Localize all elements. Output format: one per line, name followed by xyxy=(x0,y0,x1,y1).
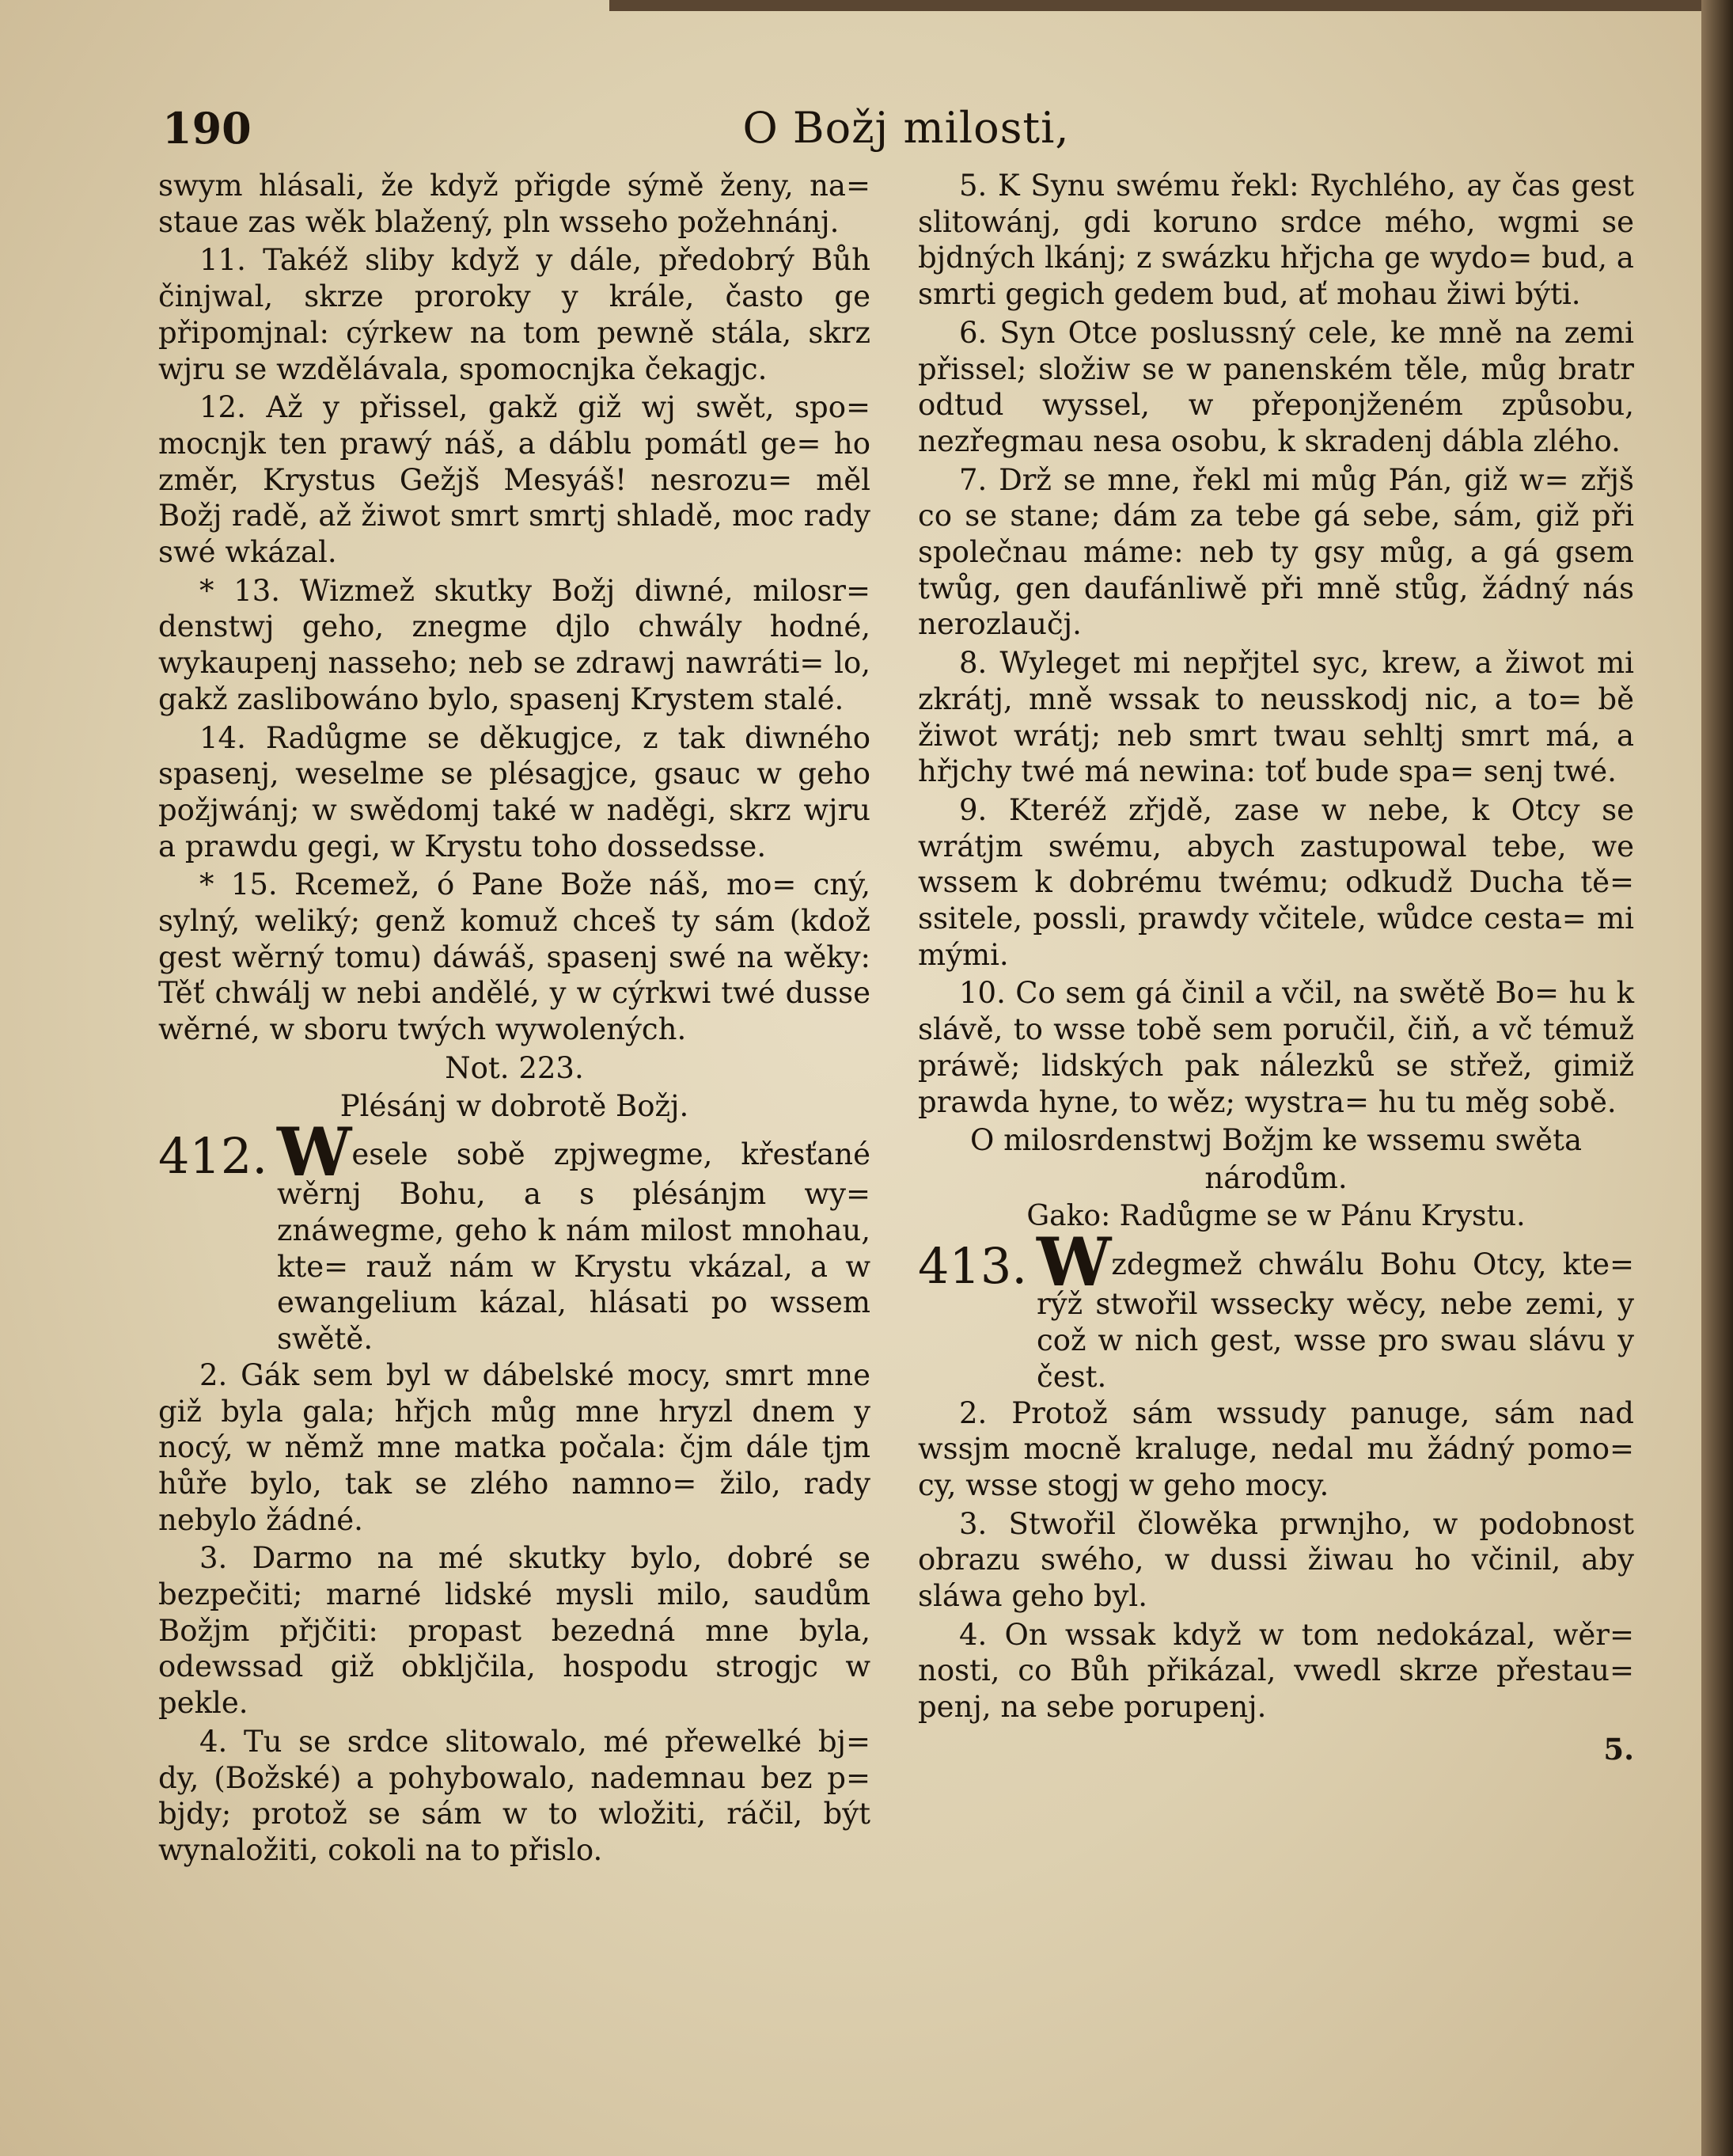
hymn-first-verse-text: zdegmež chwálu Bohu Otcy, kte= rýž stwořil wssecky wěcy, nebe zemi, y což w nich gest, wsse pro swau slávu y čest. xyxy=(1037,1247,1634,1394)
page-number: 190 xyxy=(162,103,252,154)
drop-cap: W xyxy=(1037,1223,1112,1302)
verse: 8. Wyleget mi nepřjtel syc, krew, a žiwot mi zkrátj, mně wssak to neusskodj nic, a to= bě žiwot wrátj; neb smrt twau sehltj smrt má, a hřjchy twé má newina: toť bude spa= senj twé. xyxy=(918,646,1634,789)
verse: swym hlásali, že když přigde sýmě ženy, na= staue zas wěk blažený, pln wsseho požehnánj. xyxy=(158,169,870,239)
verse: 5. K Synu swému řekl: Rychlého, ay čas gest slitowánj, gdi koruno srdce mého, wgmi se bjdných lkánj; z swázku hřjcha ge wydo= bud, a smrti gegich gedem bud, ať mohau žiwi býti. xyxy=(918,169,1634,312)
hymn-first-verse-text: esele sobě zpjwegme, křesťané wěrnj Bohu, a s plésánjm wy= znáwegme, geho k nám milost mnohau, kte= rauž nám w Krystu vkázal, a w ewangelium kázal, hlásati po wssem swětě. xyxy=(277,1137,870,1357)
right-column xyxy=(918,168,1634,1768)
hymn-number: 412. xyxy=(158,1127,268,1186)
top-edge-shadow xyxy=(609,0,1701,11)
verse: 4. Tu se srdce slitowalo, mé přewelké bj= dy, (Božské) a pohybowalo, nademnau bez p= bjdy; protož se sám w to wložiti, ráčil, být wynaložiti, cokoli na to přislo. xyxy=(158,1724,870,1867)
verse: 12. Až y přissel, gakž giž wj swět, spo= mocnjk ten prawý náš, a dáblu pomátl ge= ho změr, Krystus Gežjš Mesyáš! nesrozu= měl Božj radě, až žiwot smrt smrtj shladě, moc rady swé wkázal. xyxy=(158,390,870,570)
running-title: O Božj milosti, xyxy=(742,103,1070,153)
hymn-title-line-2: národům. xyxy=(1204,1160,1348,1195)
catchword: 5. xyxy=(1603,1731,1634,1767)
verse: 10. Co sem gá činil a včil, na swětě Bo= hu k slávě, to wsse tobě sem poručil, čiň, a vč témuž práwě; lidských pak nálezků se střež, gimiž prawda hyne, to wěz; wystra= hu tu měg sobě. xyxy=(918,976,1634,1119)
page-header xyxy=(162,103,1650,166)
hymn-number: 413. xyxy=(918,1237,1028,1296)
verse: 7. Drž se mne, řekl mi můg Pán, giž w= zřjš co se stane; dám za tebe gá sebe, sám, giž při společnau máme: neb ty gsy můg, a gá gsem twůg, gen daufánliwě při mně stůg, žádný nás nerozlaučj. xyxy=(918,462,1634,642)
verse: 2. Protož sám wssudy panuge, sám nad wssjm mocně kraluge, nedal mu žádný pomo= cy, wsse stogj w geho mocy. xyxy=(918,1395,1634,1502)
verse: 3. Stwořil člowěka prwnjho, w podobnost obrazu swého, w dussi žiwau ho včinil, aby sláwa geho byl. xyxy=(918,1506,1634,1614)
verse: 6. Syn Otce poslussný cele, ke mně na zemi přissel; složiw se w panenském těle, můg bratr odtud wyssel, w přeponjženém způsobu, nezřegmau nesa osobu, k skradenj dábla zlého. xyxy=(918,315,1634,458)
verse: 9. Kteréž zřjdě, zase w nebe, k Otcy se wrátjm swému, abych zastupowal tebe, we wssem k dobrému twému; odkudž Ducha tě= ssitele, possli, prawdy včitele, wůdce cesta= mi mými. xyxy=(918,792,1634,972)
hymn-412 xyxy=(158,1113,870,1357)
drop-cap: W xyxy=(277,1113,352,1192)
verse: 2. Gák sem byl w dábelské mocy, smrt mne giž byla gala; hřjch můg mne hryzl dnem y nocý, w němž mne matka počala: čjm dále tjm hůře bylo, tak se zlého namno= žilo, rady nebylo žádné. xyxy=(158,1357,870,1537)
hymn-413 xyxy=(918,1223,1634,1395)
melody-reference: Not. 223. xyxy=(445,1050,584,1085)
verse: * 15. Rcemež, ó Pane Bože náš, mo= cný, sylný, weliký; genž komuž chceš ty sám (kdož gest wěrný tomu) dáwáš, spasenj swé na wěky: Těť chwálj w nebi andělé, y w cýrkwi twé dusse wěrné, w sboru twých wywolených. xyxy=(158,867,870,1047)
verse: 4. On wssak když w tom nedokázal, wěr= nosti, co Bůh přikázal, vwedl skrze přestau= penj, na sebe porupenj. xyxy=(918,1617,1634,1725)
tune-reference: Gako: Radůgme se w Pánu Krystu. xyxy=(1026,1199,1526,1232)
page-edge xyxy=(1701,0,1733,2156)
hymn-title: Plésánj w dobrotě Božj. xyxy=(339,1088,689,1123)
verse: 14. Radůgme se děkugjce, z tak diwného spasenj, weselme se plésagjce, gsauc w geho požjwánj; w swědomj také w naděgi, skrz wjru a prawdu gegi, w Krystu toho dossedsse. xyxy=(158,720,870,864)
left-column xyxy=(158,168,870,1871)
hymn-title: O milosrdenstwj Božjm ke wssemu swěta xyxy=(969,1123,1583,1158)
verse: 3. Darmo na mé skutky bylo, dobré se bezpečiti; marné lidské mysli milo, saudům Božjm přjčiti: propast bezedná mne byla, odewssad giž obkljčila, hospodu strogjc w pekle. xyxy=(158,1541,870,1721)
verse: * 13. Wizmež skutky Božj diwné, milosr= denstwj geho, znegme djlo chwály hodné, wykaupenj nasseho; neb se zdrawj nawráti= lo, gakž zaslibowáno bylo, spasenj Krystem stalé. xyxy=(158,573,870,716)
verse: 11. Takéž sliby když y dále, předobrý Bůh činjwal, skrze proroky y krále, často ge připomjnal: cýrkew na tom pewně stála, skrz wjru se wzdělávala, spomocnjka čekagjc. xyxy=(158,243,870,386)
